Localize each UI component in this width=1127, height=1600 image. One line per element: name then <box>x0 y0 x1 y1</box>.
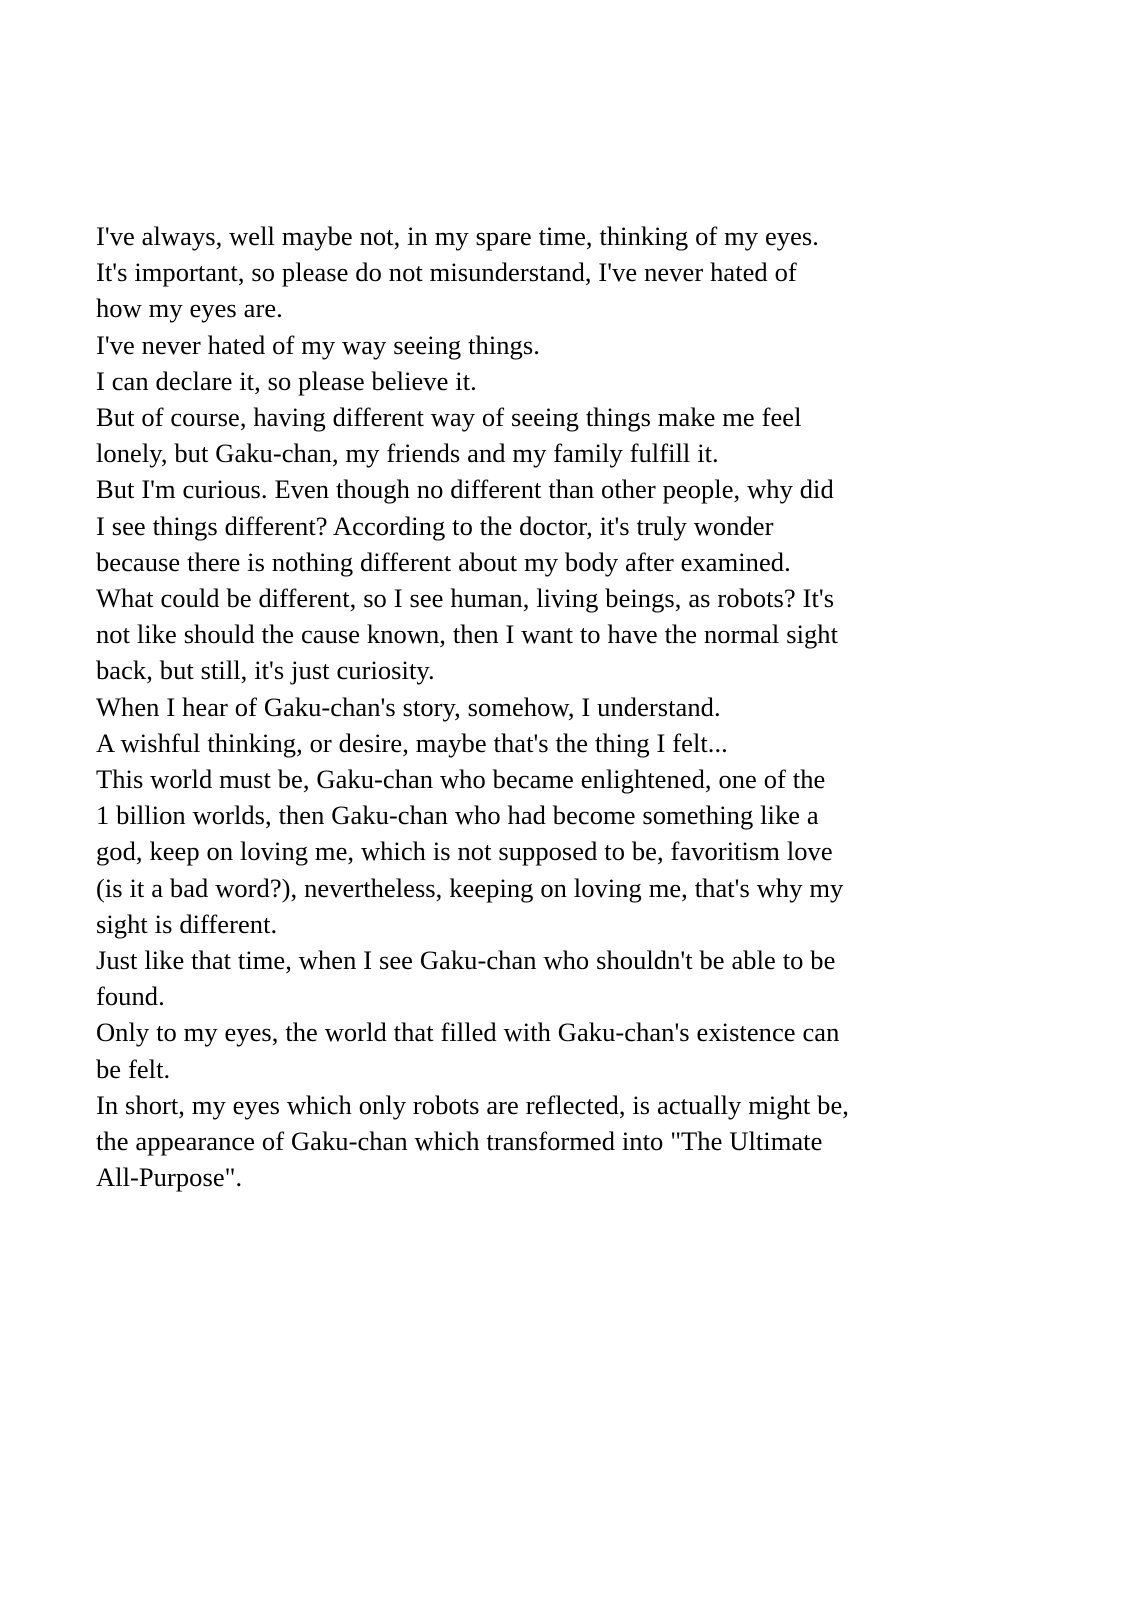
body-text-line: sight is different. <box>96 908 278 939</box>
body-text-line: What could be different, so I see human, living beings, as robots? It's <box>96 583 835 614</box>
body-text-line: not like should the cause known, then I want to have the normal sight <box>96 619 839 650</box>
body-text-line: back, but still, it's just curiosity. <box>96 655 435 686</box>
body-text-line: how my eyes are. <box>96 293 283 324</box>
body-text-line: (is it a bad word?), nevertheless, keeping on loving me, that's why my <box>96 872 844 903</box>
body-text-line: When I hear of Gaku-chan's story, somehow, I understand. <box>96 691 721 722</box>
body-text-line: found. <box>96 981 165 1012</box>
body-text-line: Just like that time, when I see Gaku-chan who shouldn't be able to be <box>96 945 836 976</box>
body-text-line: 1 billion worlds, then Gaku-chan who had become something like a <box>96 800 819 831</box>
body-text-line: the appearance of Gaku-chan which transformed into "The Ultimate <box>96 1126 823 1157</box>
body-text-line: because there is nothing different about my body after examined. <box>96 546 791 577</box>
body-text-line: Only to my eyes, the world that filled with Gaku-chan's existence can <box>96 1017 840 1048</box>
body-text-line: lonely, but Gaku-chan, my friends and my family fulfill it. <box>96 438 719 469</box>
body-text-line: god, keep on loving me, which is not supposed to be, favoritism love <box>96 836 833 867</box>
body-text-line: I've always, well maybe not, in my spare time, thinking of my eyes. <box>96 221 819 251</box>
body-text-line: This world must be, Gaku-chan who became enlightened, one of the <box>96 764 826 795</box>
body-text-line: But I'm curious. Even though no different than other people, why did <box>96 474 834 505</box>
body-text-line: I see things different? According to the doctor, it's truly wonder <box>96 510 774 541</box>
body-text-line: I can declare it, so please believe it. <box>96 365 477 396</box>
body-text-line: A wishful thinking, or desire, maybe that's the thing I felt... <box>96 727 728 758</box>
body-text-line: All-Purpose". <box>96 1162 243 1193</box>
body-text-line: It's important, so please do not misunderstand, I've never hated of <box>96 257 797 288</box>
body-text-line: be felt. <box>96 1053 171 1084</box>
body-text-line: But of course, having different way of seeing things make me feel <box>96 402 802 433</box>
body-text-line: I've never hated of my way seeing things. <box>96 329 540 360</box>
body-text-line: In short, my eyes which only robots are reflected, is actually might be, <box>96 1089 849 1120</box>
document-body-text <box>96 218 1026 1195</box>
